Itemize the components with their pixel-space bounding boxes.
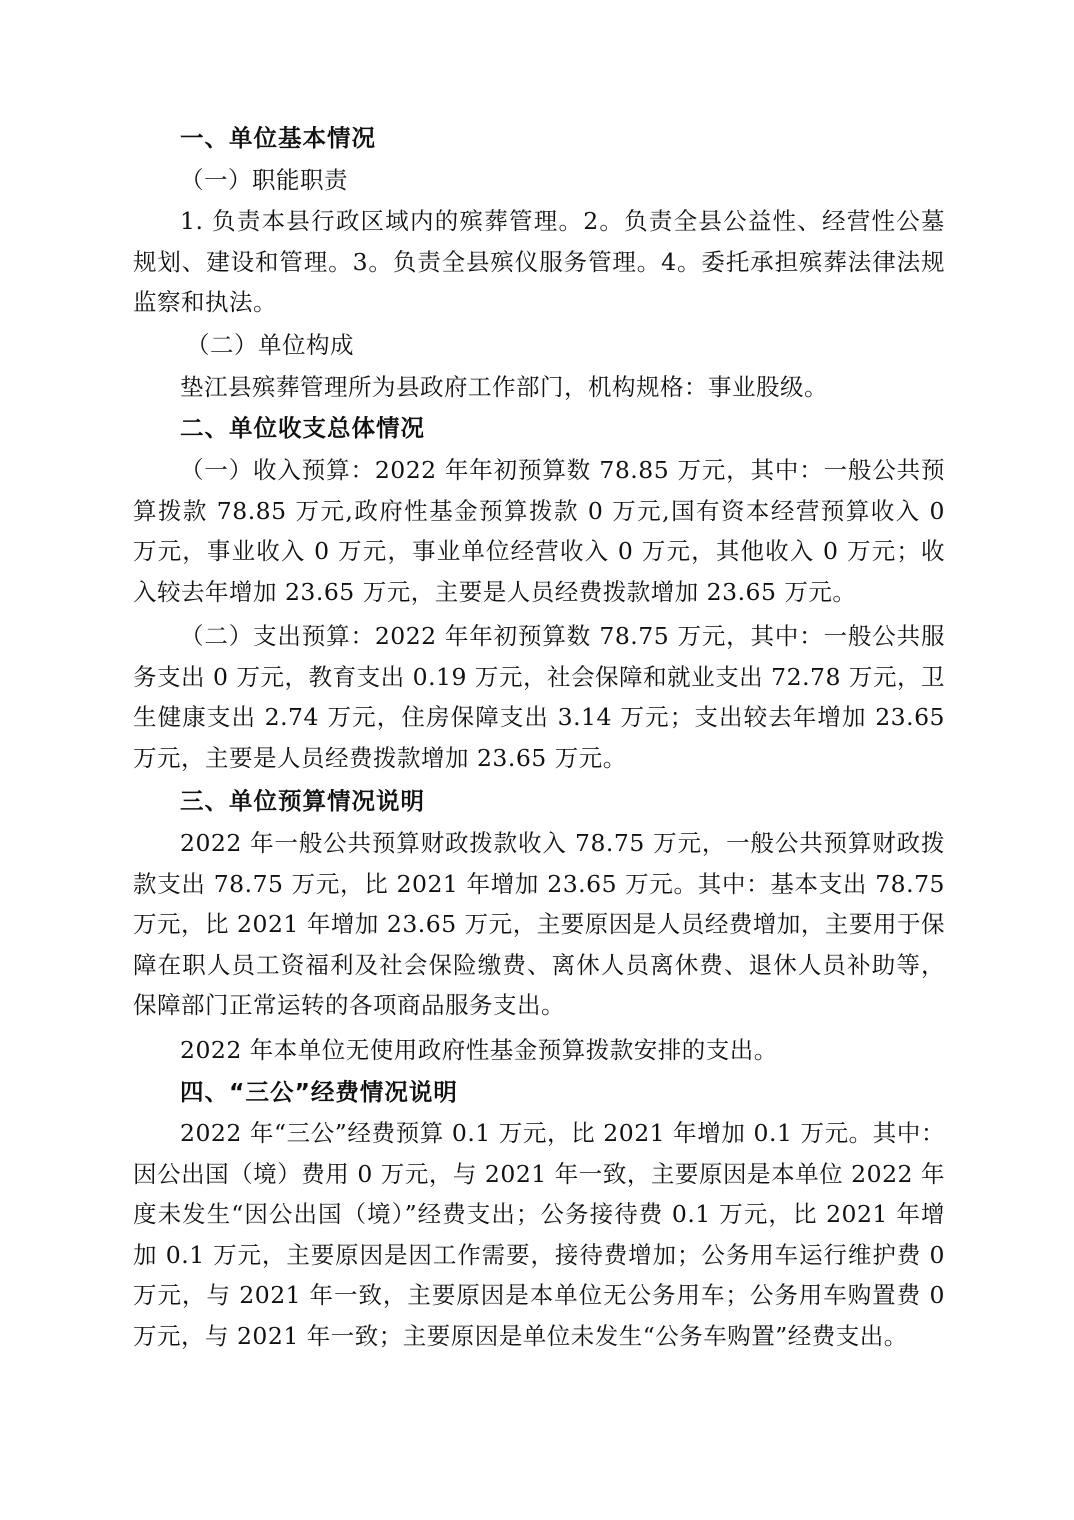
section-heading-1: 一、单位基本情况 bbox=[180, 124, 376, 152]
subheading-functions: （一）职能职责 bbox=[180, 166, 348, 194]
paragraph-composition: 垫江县殡葬管理所为县政府工作部门，机构规格：事业股级。 bbox=[180, 373, 828, 401]
section-heading-3: 三、单位预算情况说明 bbox=[180, 787, 425, 815]
subheading-composition: （二）单位构成 bbox=[186, 331, 354, 359]
paragraph-functions: 1. 负责本县行政区域内的殡葬管理。2。负责全县公益性、经营性公墓规划、建设和管理。3。负责全县殡仪服务管理。4。委托承担殡葬法律法规监察和执法。 bbox=[133, 207, 945, 316]
paragraph-expense-budget: （二）支出预算：2022 年年初预算数 78.75 万元，其中：一般公共服务支出 0 万元，教育支出 0.19 万元，社会保障和就业支出 72.78 万元，卫生健康支出 2.74 万元，住房保障支出 3.14 万元；支出较去年增加 23.65 万元，主要是人员经费拨款增加 23.65 万元。 bbox=[133, 622, 945, 772]
paragraph-budget-explanation: 2022 年一般公共预算财政拨款收入 78.75 万元，一般公共预算财政拨款支出 78.75 万元，比 2021 年增加 23.65 万元。其中：基本支出 78.75 万元，比 2021 年增加 23.65 万元，主要原因是人员经费增加，主要用于保障在职人员工资福利及社会保险缴费、离休人员离休费、退休人员补助等，保障部门正常运转的各项商品服务支出。 bbox=[133, 829, 945, 1019]
paragraph-three-public-expenses: 2022 年“三公”经费预算 0.1 万元，比 2021 年增加 0.1 万元。其中：因公出国（境）费用 0 万元，与 2021 年一致，主要原因是本单位 2022 年度未发生“因公出国（境）”经费支出；公务接待费 0.1 万元，比 2021 年增加 0.1 万元，主要原因是因工作需要，接待费增加；公务用车运行维护费 0 万元，与 2021 年一致，主要原因是本单位无公务用车；公务用车购置费 0 万元，与 2021 年一致；主要原因是单位未发生“公务车购置”经费支出。 bbox=[133, 1119, 945, 1350]
section-heading-2: 二、单位收支总体情况 bbox=[180, 414, 425, 442]
paragraph-income-budget: （一）收入预算：2022 年年初预算数 78.85 万元，其中：一般公共预算拨款 78.85 万元,政府性基金预算拨款 0 万元,国有资本经营预算收入 0 万元，事业收入 0 万元，事业单位经营收入 0 万元，其他收入 0 万元；收入较去年增加 23.65 万元，主要是人员经费拨款增加 23.65 万元。 bbox=[133, 456, 945, 606]
paragraph-fund-budget: 2022 年本单位无使用政府性基金预算拨款安排的支出。 bbox=[180, 1036, 778, 1064]
section-heading-4: 四、“三公”经费情况说明 bbox=[180, 1078, 458, 1106]
